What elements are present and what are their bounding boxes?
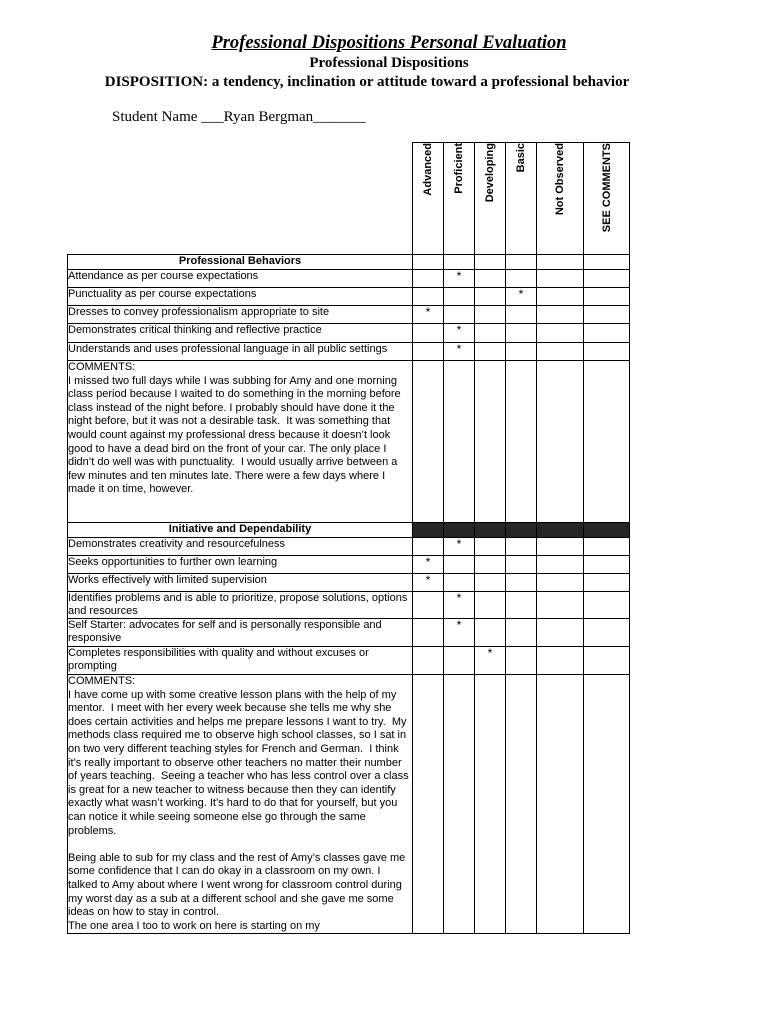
rating-cell [506,306,537,324]
criterion-label: Dresses to convey professionalism appropriate to site [68,306,413,324]
rating-cell [413,288,444,306]
comments-rating-cell [537,675,584,934]
document-title: Professional Dispositions Personal Evaluation [211,33,567,53]
rating-cell [537,306,584,324]
rating-cell [584,647,630,675]
criterion-label: Punctuality as per course expectations [68,288,413,306]
comments-rating-cell [475,675,506,934]
criterion-row [68,343,630,361]
rating-cell [475,538,506,556]
rating-cell [584,538,630,556]
rating-cell [413,538,444,556]
comments-rating-cell [506,361,537,523]
rating-cell [444,574,475,592]
criterion-label: Demonstrates creativity and resourcefulness [68,538,413,556]
section-header-cell [475,255,506,270]
column-header-not-observed: Not Observed [537,143,584,255]
disposition-definition: DISPOSITION: a tendency, inclination or attitude toward a professional behavior [104,74,630,90]
comments-rating-cell [413,675,444,934]
section-header-cell [444,523,475,538]
rating-cell [537,324,584,343]
rating-cell [537,538,584,556]
section-header-cell [537,255,584,270]
rating-cell [475,556,506,574]
rating-mark: * [444,324,475,343]
rating-cell [475,592,506,619]
rating-cell [413,343,444,361]
rating-cell [584,574,630,592]
rating-cell [506,538,537,556]
section-header-cell [506,255,537,270]
criterion-label: Works effectively with limited supervision [68,574,413,592]
rating-cell [506,343,537,361]
comments-rating-cell [506,675,537,934]
rating-mark: * [444,619,475,647]
criterion-row [68,556,630,574]
criterion-label: Attendance as per course expectations [68,270,413,288]
rating-cell [584,306,630,324]
section-header-row [68,255,630,270]
rating-cell [444,288,475,306]
header-blank-cell [68,143,413,255]
comments-rating-cell [584,361,630,523]
rating-cell [413,619,444,647]
column-header-basic: Basic [506,143,537,255]
section-header-row [68,523,630,538]
criterion-row [68,538,630,556]
rating-cell [413,270,444,288]
rating-cell [537,592,584,619]
comments-text: COMMENTS: I have come up with some creative lesson plans with the help of my mentor. I meet with her every week because she tells me why she does certain activities and helps me prepare lessons I want to try. My methods class required me to observe high school classes, so I sat in on two very different teaching styles for French and German. I think it’s really important to observe other teachers no matter their number of years teaching. Seeing a teacher who has less control over a class is great for a new teacher to witness because then they can identify exactly what wasn’t working. It’s hard to do that for yourself, but you can notice it while seeing someone else go through the same problems. Being able to sub for my class and the rest of Amy’s classes gave me some confidence that I can do okay in a classroom on my own. I talked to Amy about where I went wrong for classroom control during my worst day as a sub at a different school and she gave me some ideas on how to stay in control. The one area I too to work on here is starting on my [68,675,413,934]
rating-cell [475,306,506,324]
criterion-label: Demonstrates critical thinking and reflective practice [68,324,413,343]
rating-cell [506,619,537,647]
document-subtitle: Professional Dispositions [309,55,469,71]
rating-cell [506,574,537,592]
comments-rating-cell [444,675,475,934]
rating-cell [475,288,506,306]
rating-cell [506,592,537,619]
rating-cell [584,288,630,306]
rating-mark: * [444,592,475,619]
rating-cell [506,324,537,343]
column-header-see-comments: SEE COMMENTS [584,143,630,255]
rating-cell [537,288,584,306]
section-header-cell [413,255,444,270]
rating-cell [537,556,584,574]
rating-cell [506,647,537,675]
criterion-row [68,574,630,592]
rating-mark: * [506,288,537,306]
rating-cell [584,343,630,361]
rating-mark: * [444,270,475,288]
comments-rating-cell [475,361,506,523]
comments-row [68,675,630,934]
rating-cell [584,619,630,647]
criterion-row [68,619,630,647]
rating-mark: * [444,538,475,556]
criterion-row [68,592,630,619]
rating-cell [413,592,444,619]
section-header-cell [537,523,584,538]
criterion-label: Seeks opportunities to further own learning [68,556,413,574]
comments-rating-cell [537,361,584,523]
rating-cell [475,619,506,647]
rating-cell [537,343,584,361]
rating-cell [444,306,475,324]
column-header-advanced: Advanced [413,143,444,255]
criterion-row [68,647,630,675]
rating-mark: * [413,574,444,592]
rating-cell [413,647,444,675]
rating-cell [475,343,506,361]
criterion-row [68,324,630,343]
rating-cell [506,270,537,288]
section-header-cell [506,523,537,538]
rating-mark: * [413,306,444,324]
rating-cell [537,619,584,647]
rating-cell [537,270,584,288]
rating-mark: * [413,556,444,574]
rating-cell [584,556,630,574]
section-header-cell [413,523,444,538]
rating-cell [444,647,475,675]
comments-row [68,361,630,523]
comments-rating-cell [584,675,630,934]
rating-mark: * [444,343,475,361]
column-header-row [68,143,630,255]
rating-cell [475,324,506,343]
section-header-cell [584,255,630,270]
column-header-developing: Developing [475,143,506,255]
comments-text: COMMENTS: I missed two full days while I was subbing for Amy and one morning class period because I waited to do something in the morning before class instead of the night before. I probably should have done it the night before, but it was not a desirable task. It was something that would count against my professional dress because it doesn’t look good to have a dead bird on the front of your car. The only place I didn’t do well was with punctuality. I would usually arrive between a few minutes and ten minutes late. There were a few days where I made it on time, however. [68,361,413,523]
criterion-label: Understands and uses professional language in all public settings [68,343,413,361]
section-header-cell [584,523,630,538]
student-name-line: Student Name ___Ryan Bergman_______ [112,109,366,125]
criterion-label: Identifies problems and is able to prioritize, propose solutions, options and resources [68,592,413,619]
rating-cell [584,270,630,288]
rating-cell [475,270,506,288]
column-header-proficient: Proficient [444,143,475,255]
rating-mark: * [475,647,506,675]
criterion-row [68,270,630,288]
evaluation-table [67,142,630,934]
section-header-cell [444,255,475,270]
rating-cell [413,324,444,343]
rating-cell [444,556,475,574]
criterion-row [68,306,630,324]
rating-cell [584,592,630,619]
rating-cell [537,647,584,675]
comments-rating-cell [444,361,475,523]
comments-rating-cell [413,361,444,523]
rating-cell [475,574,506,592]
rating-cell [506,556,537,574]
section-title: Initiative and Dependability [68,523,413,538]
section-header-cell [475,523,506,538]
criterion-label: Completes responsibilities with quality and without excuses or prompting [68,647,413,675]
criterion-label: Self Starter: advocates for self and is personally responsible and responsive [68,619,413,647]
section-title: Professional Behaviors [68,255,413,270]
rating-cell [537,574,584,592]
rating-cell [584,324,630,343]
criterion-row [68,288,630,306]
